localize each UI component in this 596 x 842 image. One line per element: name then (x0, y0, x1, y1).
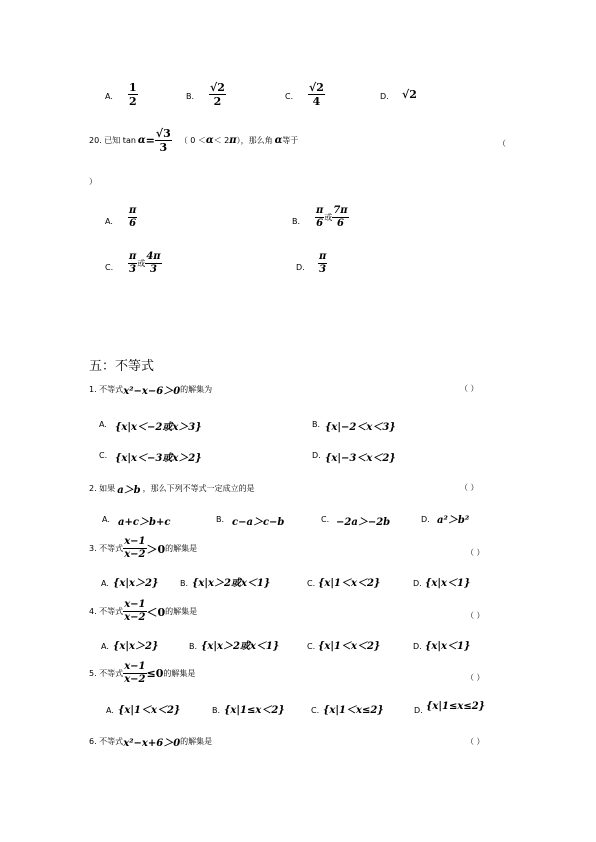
q2-option-b-label: B. (216, 515, 225, 524)
q20-option-d-label: D. (296, 263, 305, 272)
q1-answer-bracket[interactable]: （ ） (460, 384, 479, 393)
q3-option-d-value[interactable]: {x|x＜1} (425, 578, 471, 589)
q20-option-b-value[interactable]: $\frac{\pi}{6}$ 或 $\frac{7\pi}{6}$ (316, 205, 348, 229)
q6-stem: 6. 不等式 x²−x+6＞0 的解集是 (89, 734, 212, 749)
q2-option-d-label: D. (421, 515, 430, 524)
q5-option-a-value[interactable]: {x|1＜x＜2} (118, 705, 181, 716)
q20-option-c-label: C. (105, 263, 114, 272)
q19-option-d-label: D. (380, 92, 389, 101)
q3-option-c-label: C. (307, 579, 316, 588)
q19-option-c-value[interactable]: $\frac{√2}{4}$ (309, 81, 324, 108)
q3-answer-bracket[interactable]: （ ） (466, 548, 485, 557)
q4-option-d-value[interactable]: {x|x＜1} (425, 641, 471, 652)
q2-expr: a＞b (117, 485, 141, 496)
q4-option-d-label: D. (413, 642, 422, 651)
q5-option-c-label: C. (311, 706, 320, 715)
q3-option-b-value[interactable]: {x|x＞2或x＜1} (192, 578, 271, 589)
q4-option-c-value[interactable]: {x|1＜x＜2} (318, 641, 381, 652)
q5-option-d-value[interactable]: {x|1≤x≤2} (426, 701, 486, 712)
q4-option-c-label: C. (307, 642, 316, 651)
section-title: 五：不等式 (89, 359, 155, 374)
q19-option-a-value[interactable]: $\frac{1}{2}$ (129, 81, 137, 108)
q2-option-c-label: C. (321, 515, 330, 524)
q20-tail: 等于 (282, 136, 299, 145)
q20-range-a: （ 0 ＜ (179, 136, 206, 145)
q2-option-a-label: A. (102, 515, 110, 524)
q20-stem (89, 128, 298, 153)
q19-option-b-value[interactable]: $\frac{√2}{2}$ (210, 81, 225, 108)
q19-option-c-label: C. (285, 92, 294, 101)
q6-answer-bracket[interactable]: （ ） (466, 737, 485, 746)
q19-option-a-label: A. (105, 92, 113, 101)
q3-option-d-label: D. (413, 579, 422, 588)
q2-option-c-value[interactable]: −2a＞−2b (336, 517, 391, 528)
q2-stem: 2. 如果 a＞b ，那么下列不等式一定成立的是 (89, 481, 255, 496)
q1-option-d-label: D. (312, 451, 321, 460)
q4-option-a-value[interactable]: {x|x＞2} (113, 641, 159, 652)
q6-expr: x²−x+6＞0 (123, 738, 181, 749)
q1-option-c-value[interactable]: {x|x＜−3或x＞2} (115, 453, 202, 464)
q1-option-d-value[interactable]: {x|−3＜x＜2} (325, 453, 396, 464)
q4-option-b-label: B. (189, 642, 198, 651)
q20-option-b-label: B. (292, 217, 301, 226)
q20-range-pi: π (229, 135, 237, 146)
q19-option-d-value[interactable]: √2 (402, 88, 417, 101)
q2-option-a-value[interactable]: a+c＞b+c (118, 517, 171, 528)
q20-answer-bracket-close: ） (89, 177, 97, 186)
q20-tail-alpha: α (274, 135, 283, 146)
q2-option-d-value[interactable]: a²＞b² (437, 515, 470, 526)
q1-option-a-value[interactable]: {x|x＜−2或x＞3} (115, 422, 202, 433)
q20-range-b: ＜ 2 (213, 136, 230, 145)
q20-answer-bracket-open[interactable]: （ (498, 139, 506, 148)
q2-answer-bracket[interactable]: （ ） (460, 483, 479, 492)
q5-option-a-label: A. (106, 706, 114, 715)
q19-option-b-label: B. (186, 92, 195, 101)
q1-expr: x²−x−6＞0 (123, 386, 181, 397)
q20-option-a-value[interactable]: $\frac{\pi}{6}$ (129, 205, 137, 229)
q4-stem: 4. 不等式 $\frac{x-1}{x-2}$ ＜0 的解集是 (89, 599, 198, 623)
q5-option-b-label: B. (212, 706, 221, 715)
q1-option-b-label: B. (312, 420, 321, 429)
q4-answer-bracket[interactable]: （ ） (466, 611, 485, 620)
q3-stem: 3. 不等式 $\frac{x-1}{x-2}$ ＞0 的解集是 (89, 536, 198, 560)
q3-option-b-label: B. (180, 579, 189, 588)
q20-option-a-label: A. (105, 217, 113, 226)
q20-fraction: $\frac{√3}{3}$ (155, 127, 171, 154)
q20-range-c: ），那么角 (236, 136, 273, 145)
q5-option-b-value[interactable]: {x|1≤x＜2} (224, 705, 285, 716)
q2-option-b-value[interactable]: c−a＞c−b (232, 517, 285, 528)
q4-option-b-value[interactable]: {x|x＞2或x＜1} (201, 641, 280, 652)
q20-alpha: α (137, 135, 146, 146)
q20-option-d-value[interactable]: $\frac{\pi}{3}$ (319, 251, 327, 275)
q1-stem: 1. 不等式 x²−x−6＞0 的解集为 (89, 382, 212, 397)
q20-prefix: 20. 已知 tan (89, 136, 136, 145)
q1-option-a-label: A. (99, 420, 107, 429)
q5-option-c-value[interactable]: {x|1＜x≤2} (323, 705, 384, 716)
q1-option-b-value[interactable]: {x|−2＜x＜3} (325, 422, 396, 433)
q3-option-a-label: A. (101, 579, 109, 588)
q20-eq: = (145, 134, 155, 147)
q3-option-a-value[interactable]: {x|x＞2} (113, 578, 159, 589)
q3-option-c-value[interactable]: {x|1＜x＜2} (318, 578, 381, 589)
q20-range-alpha: α (205, 135, 214, 146)
q20-option-c-value[interactable]: $\frac{\pi}{3}$ 或 $\frac{4\pi}{3}$ (129, 251, 161, 275)
q5-option-d-label: D. (414, 706, 423, 715)
q5-stem: 5. 不等式 $\frac{x-1}{x-2}$ ≤0 的解集是 (89, 661, 196, 685)
q5-answer-bracket[interactable]: （ ） (466, 673, 485, 682)
q1-option-c-label: C. (99, 451, 108, 460)
q4-option-a-label: A. (101, 642, 109, 651)
